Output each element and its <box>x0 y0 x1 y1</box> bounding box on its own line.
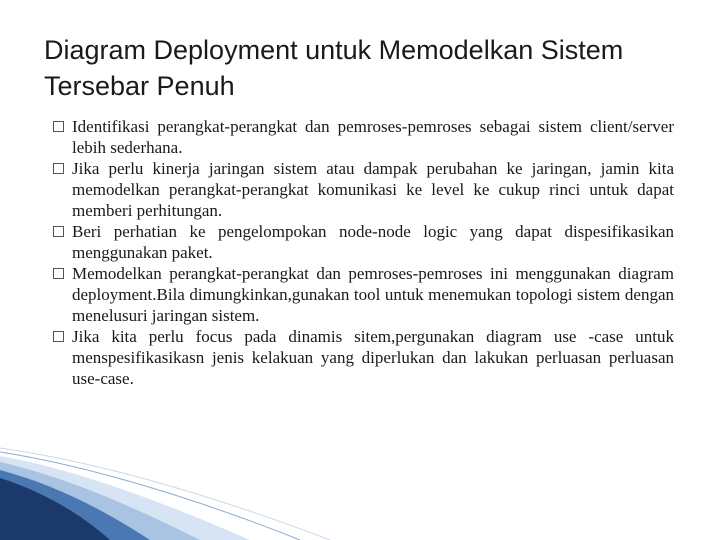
bullet-text: Jika perlu kinerja jaringan sistem atau dampak perubahan ke jaringan, jamin kita memodelkan perangkat-perangkat komunikasi ke level ke cukup rinci untuk dapat memberi perhitungan. <box>72 159 674 220</box>
hollow-square-bullet-icon <box>53 121 64 132</box>
list-item <box>52 221 674 263</box>
hollow-square-bullet-icon <box>53 226 64 237</box>
list-item <box>52 326 674 389</box>
list-item <box>52 116 674 158</box>
hollow-square-bullet-icon <box>53 268 64 279</box>
hollow-square-bullet-icon <box>53 331 64 342</box>
bullet-text: Memodelkan perangkat-perangkat dan pemroses-pemroses ini menggunakan diagram deployment.Bila dimungkinkan,gunakan tool untuk menemukan topologi sistem dengan menelusuri jaringan sistem. <box>72 264 674 325</box>
list-item <box>52 158 674 221</box>
slide-title: Diagram Deployment untuk Memodelkan Sistem Tersebar Penuh <box>44 35 624 101</box>
bullet-text: Jika kita perlu focus pada dinamis sitem,pergunakan diagram use -case untuk menspesifikasikasn jenis kelakuan yang diperlukan dan lakukan perluasan perluasan use-case. <box>72 327 674 388</box>
bullet-list <box>52 116 674 389</box>
hollow-square-bullet-icon <box>53 163 64 174</box>
bullet-text: Identifikasi perangkat-perangkat dan pemroses-pemroses sebagai sistem client/server lebih sederhana. <box>72 117 674 157</box>
bullet-text: Beri perhatian ke pengelompokan node-node logic yang dapat dispesifikasikan menggunakan paket. <box>72 222 674 262</box>
list-item <box>52 263 674 326</box>
